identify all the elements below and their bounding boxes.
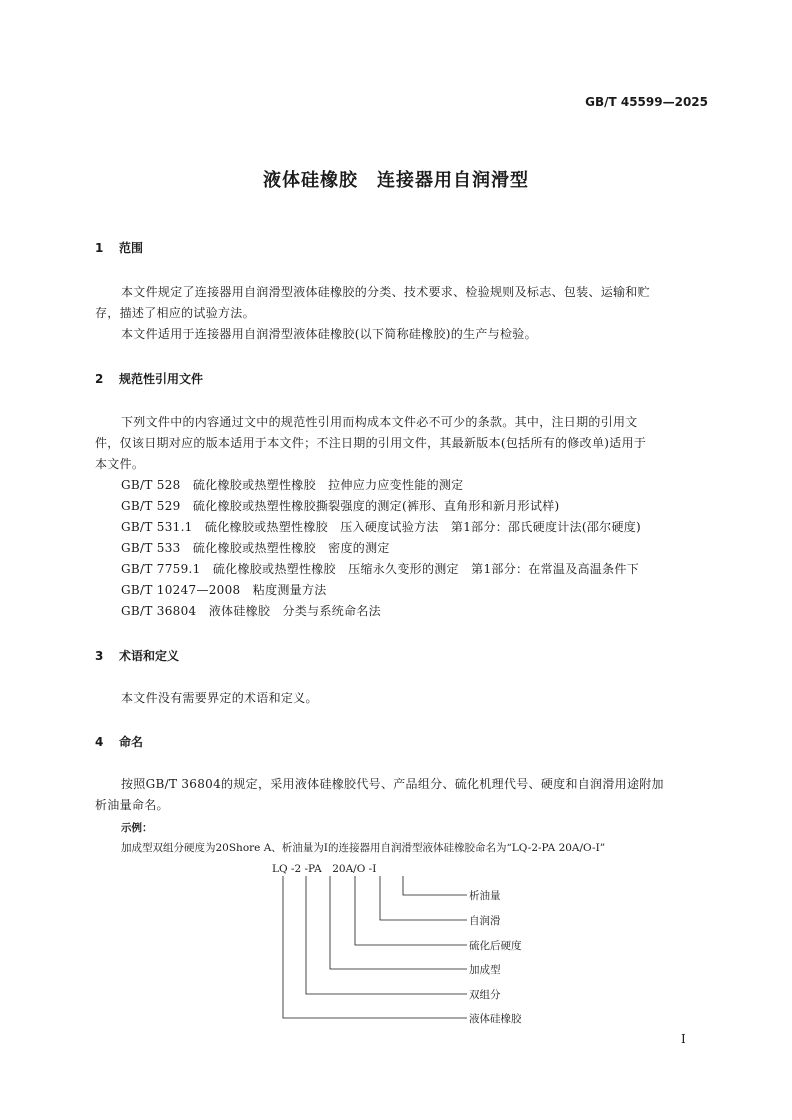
paragraph-line: 件，仅该日期对应的版本适用于本文件；不注日期的引用文件，其最新版本(包括所有的修改单)适用于 (95, 436, 647, 450)
paragraph-line: 本文件适用于连接器用自润滑型液体硅橡胶(以下简称硅橡胶)的生产与检验。 (121, 327, 537, 341)
diagram-label: 加成型 (469, 964, 501, 976)
reference-item: GB/T 531.1 硫化橡胶或热塑性橡胶 压入硬度试验方法 第1部分：邵氏硬度计法(邵尔硬度) (121, 520, 642, 534)
document-title: 液体硅橡胶 连接器用自润滑型 (263, 170, 529, 191)
diagram-label: 硫化后硬度 (469, 940, 522, 952)
paragraph-line: 存，描述了相应的试验方法。 (95, 306, 255, 320)
section-number: 2 (95, 372, 104, 386)
reference-item: GB/T 533 硫化橡胶或热塑性橡胶 密度的测定 (121, 541, 390, 555)
section-title: 术语和定义 (119, 649, 180, 663)
diagram-leader-lines (283, 876, 467, 1018)
paragraph-line: 下列文件中的内容通过文中的规范性引用而构成本文件必不可少的条款。其中，注日期的引用文 (121, 415, 638, 429)
leader-line (403, 876, 467, 895)
leader-line (380, 876, 467, 920)
diagram-label: 双组分 (469, 989, 501, 1001)
section-title: 范围 (119, 241, 144, 255)
section-number: 1 (95, 241, 104, 255)
diagram-label: 自润滑 (469, 915, 501, 927)
leader-line (330, 876, 467, 969)
paragraph-line: 本文件没有需要界定的术语和定义。 (121, 691, 318, 705)
diagram-label: 析油量 (469, 890, 501, 902)
paragraph-line: 按照GB/T 36804的规定，采用液体硅橡胶代号、产品组分、硫化机理代号、硬度和自润滑用途附加 (121, 777, 664, 791)
designation-code: LQ -2 -PA 20A/O -Ⅰ (272, 863, 377, 875)
reference-item: GB/T 10247—2008 粘度测量方法 (121, 583, 327, 597)
example-label: 示例： (121, 822, 153, 834)
section-number: 4 (95, 735, 104, 749)
section-number: 3 (95, 649, 104, 663)
reference-item: GB/T 529 硫化橡胶或热塑性橡胶撕裂强度的测定(裤形、直角形和新月形试样) (121, 499, 560, 513)
leader-line (283, 876, 467, 1018)
reference-item: GB/T 528 硫化橡胶或热塑性橡胶 拉伸应力应变性能的测定 (121, 478, 464, 492)
paragraph-line: 本文件规定了连接器用自润滑型液体硅橡胶的分类、技术要求、检验规则及标志、包装、运输和贮 (121, 285, 650, 299)
page-number: Ⅰ (680, 1032, 686, 1046)
reference-item: GB/T 7759.1 硫化橡胶或热塑性橡胶 压缩永久变形的测定 第1部分：在常温及高温条件下 (121, 562, 639, 576)
section-title: 命名 (119, 735, 144, 749)
diagram-label: 液体硅橡胶 (469, 1013, 522, 1025)
example-text: 加成型双组分硬度为20Shore A、析油量为Ⅰ的连接器用自润滑型液体硅橡胶命名为“LQ-2-PA 20A/O-Ⅰ” (121, 842, 606, 854)
section-title: 规范性引用文件 (119, 372, 204, 386)
leader-line (355, 876, 467, 945)
standard-number: GB/T 45599—2025 (585, 95, 708, 109)
reference-item: GB/T 36804 液体硅橡胶 分类与系统命名法 (121, 604, 381, 618)
paragraph-line: 本文件。 (95, 457, 145, 471)
paragraph-line: 析油量命名。 (95, 798, 169, 812)
